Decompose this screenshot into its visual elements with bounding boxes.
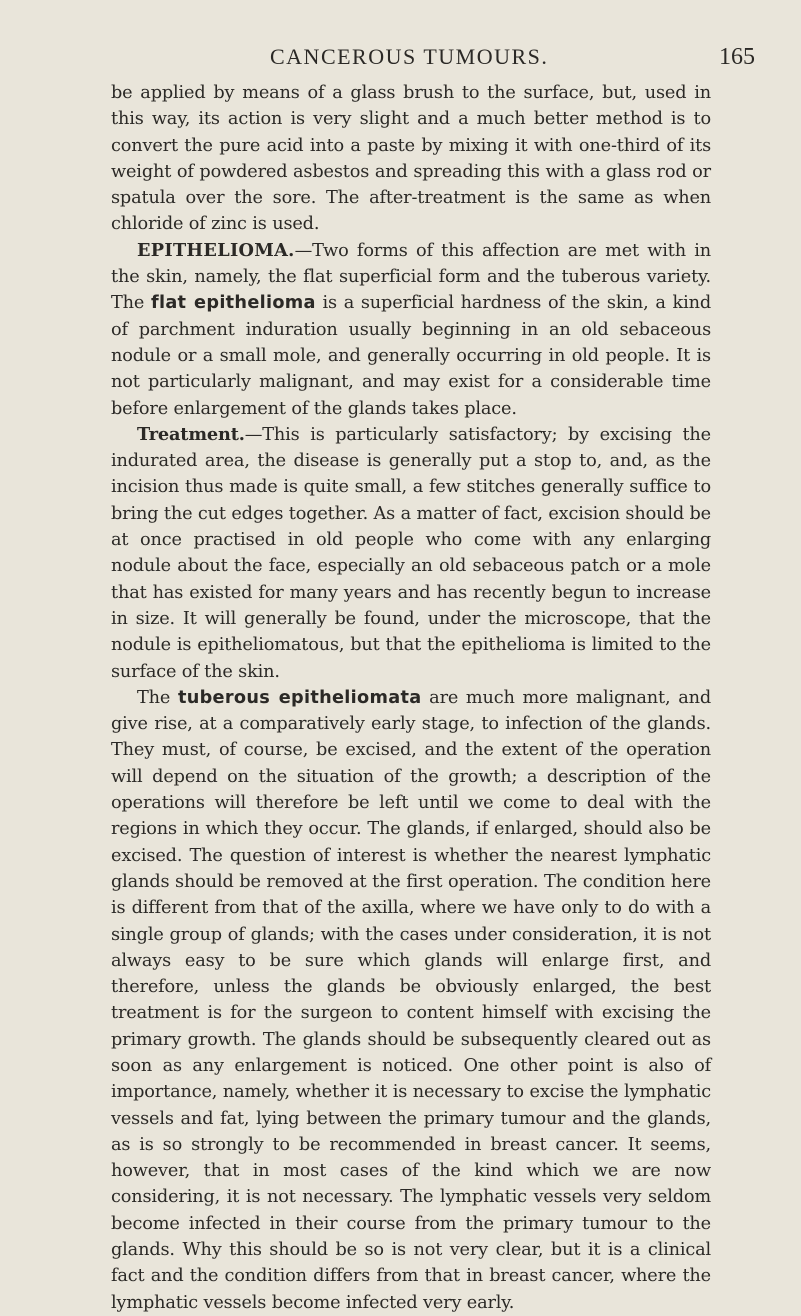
section-heading-epithelioma: EPITHELIOMA. <box>137 239 295 261</box>
paragraph-tuberous <box>111 685 711 1316</box>
term-flat-epithelioma: flat epithelioma <box>150 293 316 314</box>
body-text <box>111 80 711 1316</box>
paragraph-continuation: be applied by means of a glass brush to the surface, but, used in this way, its action is very slight and a much better method is to convert the pure acid into a paste by mixing it with one-third of its weight of powdered asbestos and spreading this with a glass rod or spatula over the sore. The after-treatment is the same as when chloride of zinc is used. <box>111 83 711 235</box>
page-header <box>0 44 801 78</box>
page-number: 165 <box>719 44 755 70</box>
paragraph-text: The <box>137 687 178 708</box>
paragraph-epithelioma <box>111 238 711 422</box>
paragraph-text: —Two forms of this affection are met with in the skin, namely, the flat superficial form and the tuberous variety. The <box>111 240 711 314</box>
paragraph-treatment <box>111 422 711 685</box>
running-title: CANCEROUS TUMOURS. <box>270 44 549 69</box>
paragraph-text: is a superficial hardness of the skin, a kind of parchment induration usually beginning in an old sebaceous nodule or a small mole, and generally occurring in old people. It is not particularly malignant, and may exist for a considerable time before enlargement of the glands takes place. <box>111 293 712 419</box>
term-tuberous-epitheliomata: tuberous epitheliomata <box>177 687 422 708</box>
section-heading-treatment: Treatment. <box>137 423 245 445</box>
paragraph-text: are much more malignant, and give rise, at a comparatively early stage, to infection of the glands. They must, of course, be excised, and the extent of the operation will depend on the situation of the growth; a description of the operations will therefore be left until we come to deal with the regions in which they occur. The glands, if enlarged, should also be excised. The question of interest is whether the nearest lymphatic glands should be removed at the first operation. The condition here is different from that of the axilla, where we have only to do with a single group of glands; with the cases under consideration, it is not always easy to be sure which glands will enlarge first, and therefore, unless the glands be obviously enlarged, the best treatment is for the surgeon to content himself with excising the primary growth. The glands should be subsequently cleared out as soon as any enlargement is noticed. One other point is also of importance, namely, whether it is necessary to excise the lymphatic vessels and fat, lying between the primary tumour and the glands, as is so strongly to be recommended in breast cancer. It seems, however, that in most cases of the kind which we are now considering, it is not necessary. The lymphatic vessels very seldom become infected in their course from the primary tumour to the glands. Why this should be so is not very clear, but it is a clinical fact and the condition differs from that in breast cancer, where the lymphatic vessels become infected very early. <box>111 687 711 1313</box>
paragraph-text: —This is particularly satisfactory; by excising the indurated area, the disease is generally put a stop to, and, as the incision thus made is quite small, a few stitches generally suffice to bring the cut edges together. As a matter of fact, excision should be at once practised in old people who come with any enlarging nodule about the face, especially an old sebaceous patch or a mole that has existed for many years and has recently begun to increase in size. It will generally be found, under the microscope, that the nodule is epitheliomatous, but that the epithelioma is limited to the surface of the skin. <box>111 424 711 682</box>
